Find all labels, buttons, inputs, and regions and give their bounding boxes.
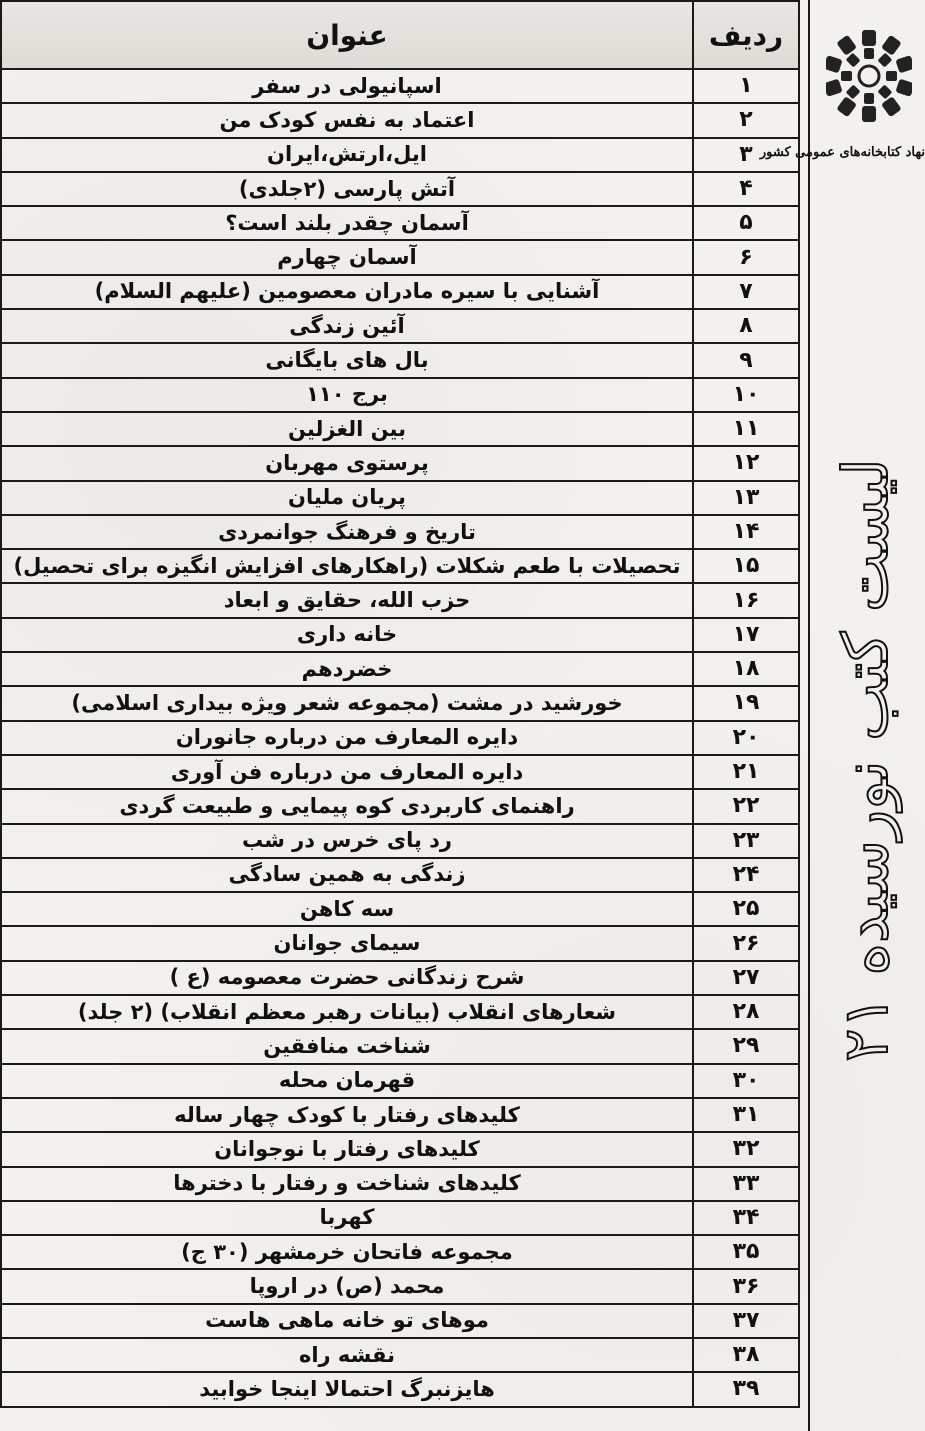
row-number: ۵ (693, 206, 799, 240)
table-row (1, 343, 799, 377)
book-title: اسپانیولی در سفر (1, 69, 693, 103)
row-number: ۳۷ (693, 1304, 799, 1338)
table-row (1, 481, 799, 515)
header-row-number: ردیف (693, 1, 799, 69)
row-number: ۱۶ (693, 583, 799, 617)
table-row (1, 1201, 799, 1235)
table-header-row (1, 1, 799, 69)
book-title: سه کاهن (1, 892, 693, 926)
book-title: محمد (ص) در اروپا (1, 1269, 693, 1303)
table-row (1, 926, 799, 960)
table-row (1, 789, 799, 823)
library-logo-icon (826, 14, 912, 154)
book-title: تحصیلات با طعم شکلات (راهکارهای افزایش انگیزه برای تحصیل) (1, 549, 693, 583)
table-row (1, 721, 799, 755)
table-row (1, 1098, 799, 1132)
table-row (1, 1304, 799, 1338)
row-number: ۳۶ (693, 1269, 799, 1303)
row-number: ۳۰ (693, 1064, 799, 1098)
row-number: ۳۱ (693, 1098, 799, 1132)
table-row (1, 1372, 799, 1406)
table-row (1, 995, 799, 1029)
table-row (1, 892, 799, 926)
book-title: دایره المعارف من درباره جانوران (1, 721, 693, 755)
book-title: کلیدهای رفتار با نوجوانان (1, 1132, 693, 1166)
table-row (1, 1167, 799, 1201)
row-number: ۲۳ (693, 824, 799, 858)
row-number: ۱۸ (693, 652, 799, 686)
table-row (1, 103, 799, 137)
row-number: ۱۴ (693, 515, 799, 549)
row-number: ۱۳ (693, 481, 799, 515)
table-row (1, 515, 799, 549)
table-row (1, 583, 799, 617)
table-row (1, 618, 799, 652)
book-title: راهنمای کاربردی کوه پیمایی و طبیعت گردی (1, 789, 693, 823)
book-title: قهرمان محله (1, 1064, 693, 1098)
row-number: ۳۸ (693, 1338, 799, 1372)
book-title: پریان ملیان (1, 481, 693, 515)
row-number: ۲۴ (693, 858, 799, 892)
book-title: خورشید در مشت (مجموعه شعر ویژه بیداری اسلامی) (1, 686, 693, 720)
table-row (1, 275, 799, 309)
table-row (1, 652, 799, 686)
row-number: ۹ (693, 343, 799, 377)
table-row (1, 755, 799, 789)
table-row (1, 69, 799, 103)
row-number: ۱۹ (693, 686, 799, 720)
table-row (1, 1029, 799, 1063)
book-title: بین الغزلین (1, 412, 693, 446)
book-title: شرح زندگانی حضرت معصومه (ع ) (1, 961, 693, 995)
book-title: کهربا (1, 1201, 693, 1235)
book-title: آسمان چقدر بلند است؟ (1, 206, 693, 240)
table-row (1, 138, 799, 172)
book-title: مجموعه فاتحان خرمشهر (۳۰ ج) (1, 1235, 693, 1269)
table-row (1, 412, 799, 446)
book-title: آشنایی با سیره مادران معصومین (علیهم السلام) (1, 275, 693, 309)
row-number: ۲۷ (693, 961, 799, 995)
row-number: ۲۲ (693, 789, 799, 823)
row-number: ۱۰ (693, 378, 799, 412)
table-row (1, 1269, 799, 1303)
book-title: موهای تو خانه ماهی هاست (1, 1304, 693, 1338)
row-number: ۲۵ (693, 892, 799, 926)
table-row (1, 549, 799, 583)
table-row (1, 686, 799, 720)
book-title: ایل،ارتش،ایران (1, 138, 693, 172)
book-title: حزب الله، حقایق و ابعاد (1, 583, 693, 617)
table-row (1, 1064, 799, 1098)
row-number: ۳۴ (693, 1201, 799, 1235)
row-number: ۳۵ (693, 1235, 799, 1269)
row-number: ۷ (693, 275, 799, 309)
row-number: ۳ (693, 138, 799, 172)
book-title: خانه داری (1, 618, 693, 652)
book-title: زندگی به همین سادگی (1, 858, 693, 892)
table-row (1, 961, 799, 995)
row-number: ۱۱ (693, 412, 799, 446)
table-body (1, 69, 799, 1407)
table-row (1, 858, 799, 892)
book-title: هایزنبرگ احتمالا اینجا خوابید (1, 1372, 693, 1406)
book-title: تاریخ و فرهنگ جوانمردی (1, 515, 693, 549)
table-row (1, 240, 799, 274)
book-title: آئین زندگی (1, 309, 693, 343)
row-number: ۲۰ (693, 721, 799, 755)
table-row (1, 824, 799, 858)
row-number: ۲۸ (693, 995, 799, 1029)
organization-name: نهاد کتابخانه‌های عمومی کشور (759, 145, 925, 160)
book-title: بال های بایگانی (1, 343, 693, 377)
table-row (1, 378, 799, 412)
book-title: سیمای جوانان (1, 926, 693, 960)
row-number: ۲۹ (693, 1029, 799, 1063)
book-title: دایره المعارف من درباره فن آوری (1, 755, 693, 789)
row-number: ۲۶ (693, 926, 799, 960)
table-row (1, 172, 799, 206)
book-title: آسمان چهارم (1, 240, 693, 274)
book-title: نقشه راه (1, 1338, 693, 1372)
row-number: ۲ (693, 103, 799, 137)
book-title: آتش پارسی (۲جلدی) (1, 172, 693, 206)
book-title: برج ۱۱۰ (1, 378, 693, 412)
table-row (1, 309, 799, 343)
row-number: ۳۳ (693, 1167, 799, 1201)
book-title: پرستوی مهربان (1, 446, 693, 480)
row-number: ۱۷ (693, 618, 799, 652)
row-number: ۱ (693, 69, 799, 103)
row-number: ۳۲ (693, 1132, 799, 1166)
vertical-list-title: لیست کتب نورسیده ۲۱ (829, 458, 902, 1062)
row-number: ۴ (693, 172, 799, 206)
book-title: شناخت منافقین (1, 1029, 693, 1063)
row-number: ۳۹ (693, 1372, 799, 1406)
table-row (1, 206, 799, 240)
row-number: ۱۵ (693, 549, 799, 583)
row-number: ۶ (693, 240, 799, 274)
book-title: شعارهای انقلاب (بیانات رهبر معظم انقلاب) (۲ جلد) (1, 995, 693, 1029)
row-number: ۲۱ (693, 755, 799, 789)
row-number: ۱۲ (693, 446, 799, 480)
table-row (1, 1132, 799, 1166)
table-row (1, 446, 799, 480)
book-title: اعتماد به نفس کودک من (1, 103, 693, 137)
row-number: ۸ (693, 309, 799, 343)
table-row (1, 1338, 799, 1372)
book-title: کلیدهای رفتار با کودک چهار ساله (1, 1098, 693, 1132)
header-title: عنوان (1, 1, 693, 69)
book-title: خضردهم (1, 652, 693, 686)
book-title: کلیدهای شناخت و رفتار با دخترها (1, 1167, 693, 1201)
book-title: رد پای خرس در شب (1, 824, 693, 858)
table-row (1, 1235, 799, 1269)
